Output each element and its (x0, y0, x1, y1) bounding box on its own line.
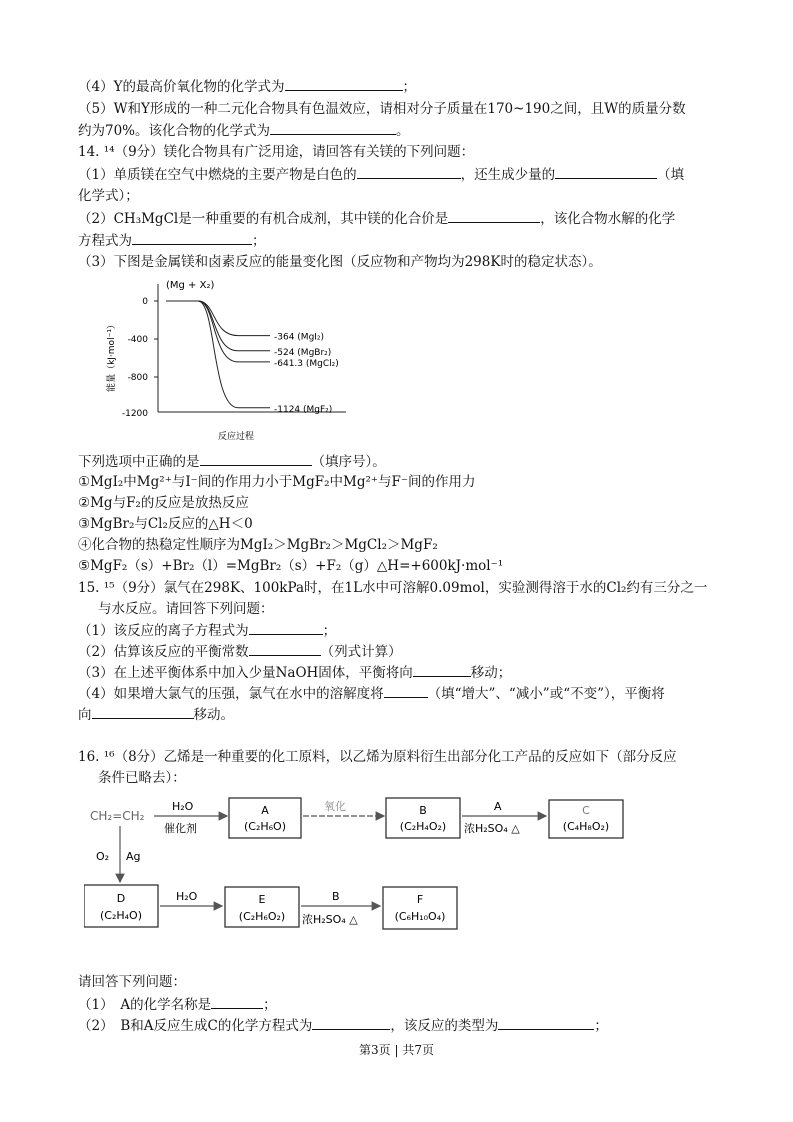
q14-2-line-1: （2）CH₃MgCl是一种重要的有机合成剂，其中镁的化合价是 ，该化合物水解的化学 (78, 208, 675, 229)
F-formula: (C₆H₁₀O₄) (394, 910, 446, 923)
q14-select-line: 下列选项中正确的是 （填序号）。 (78, 451, 386, 472)
r3-conditions: 浓H₂SO₄ △ (464, 822, 520, 835)
r4-reagent: O₂ (96, 850, 110, 863)
q15-3-line: （3）在上述平衡体系中加入少量NaOH固体，平衡将向 移动； (78, 662, 511, 683)
r4-catalyst: Ag (126, 850, 141, 863)
q16-1-line: （1） A的化学名称是 ； (78, 994, 277, 1015)
C-formula: (C₄H₈O₂) (562, 820, 610, 833)
reaction-flow-diagram (84, 792, 644, 942)
q4-text: （4）Y的最高价氧化物的化学式为 (78, 79, 285, 95)
option-2: ②Mg与F₂的反应是放热反应 (78, 495, 249, 511)
y-tick-400: -400 (127, 335, 148, 345)
chart-title: (Mg + X₂) (166, 280, 215, 291)
q4-line: （4）Y的最高价氧化物的化学式为 ； (78, 76, 416, 97)
q15-1-blank[interactable] (249, 620, 323, 635)
x-axis-label: 反应过程 (218, 432, 255, 442)
q14-2-blank-a[interactable] (448, 208, 540, 223)
q14-select-blank[interactable] (200, 451, 312, 466)
q16-2-line: （2） B和A反应生成C的化学方程式为 ，该反应的类型为 ； (78, 1015, 608, 1036)
D-name: D (116, 892, 126, 905)
energy-curves (166, 301, 339, 415)
q16-heading: 16. ¹⁶（8分）乙烯是一种重要的化工原料，以乙烯为原料衍生出部分化工产品的反应如下（部分反应 (78, 749, 677, 765)
q14-2-line-2: 方程式为 ； (78, 230, 266, 251)
A-formula: (C₂H₆O) (243, 820, 287, 833)
q15-1-line: （1）该反应的离子方程式为 ； (78, 620, 336, 641)
energy-curve-label-2: -641.3 (MgCl₂) (274, 358, 339, 369)
q15-3-blank[interactable] (413, 662, 471, 677)
q15-4-line-1: （4）如果增大氯气的压强，氯气在水中的溶解度将 （填“增大”、“减小”或“不变”），平衡将 (78, 683, 665, 704)
q15-heading-2: 与水反应。请回答下列问题： (98, 601, 274, 617)
C-name: C (582, 804, 590, 817)
y-tick-800: -800 (127, 373, 148, 383)
q4-answer-blank[interactable] (285, 76, 403, 91)
q16-heading-2: 条件已略去）： (98, 770, 186, 786)
q14-1-line-2: 化学式）； (78, 188, 139, 204)
y-tick-0: 0 (142, 297, 148, 307)
r6-conditions: 浓H₂SO₄ △ (302, 913, 358, 926)
q15-4-line-2: 向 移动。 (78, 704, 234, 725)
option-3: ③MgBr₂与Cl₂反应的△H＜0 (78, 516, 253, 532)
energy-curve-2 (166, 301, 270, 362)
q15-2-blank[interactable] (249, 641, 321, 656)
r3-reagent: A (494, 800, 502, 813)
q15-2-line: （2）估算该反应的平衡常数 （列式计算） (78, 641, 402, 662)
energy-curve-label-3: -1124 (MgF₂) (274, 404, 333, 415)
energy-curve-label-1: -524 (MgBr₂) (274, 347, 332, 358)
r6-reagent: B (332, 890, 340, 903)
r1-catalyst: 催化剂 (164, 822, 197, 835)
energy-curve-3 (166, 301, 270, 408)
page-footer: 第3页 | 共7页 (359, 1043, 434, 1057)
q15-4-blank-b[interactable] (92, 704, 194, 719)
q5-line-2: 约为70%。该化合物的化学式为 。 (78, 120, 410, 141)
B-name: B (419, 804, 427, 817)
q15-4-blank-a[interactable] (384, 683, 428, 698)
F-name: F (416, 893, 424, 906)
A-name: A (261, 804, 269, 817)
y-axis-label: 能量（kJ·mol⁻¹） (107, 320, 117, 392)
q14-1-blank-b[interactable] (555, 164, 657, 179)
option-5: ⑤MgF₂（s）+Br₂（l）=MgBr₂（s）+F₂（g）△H=+600kJ·mol⁻¹ (78, 558, 504, 574)
q16-2-blank-a[interactable] (312, 1015, 390, 1030)
q14-1-line-1: （1）单质镁在空气中燃烧的主要产物是白色的 ，还生成少量的 （填 (78, 164, 684, 185)
option-1: ①MgI₂中Mg²⁺与I⁻间的作用力小于MgF₂中Mg²⁺与F⁻间的作用力 (78, 474, 476, 490)
D-formula: (C₂H₄O) (99, 909, 143, 922)
r1-reagent: H₂O (172, 800, 194, 813)
r2-reagent: 氧化 (324, 800, 346, 813)
energy-curve-0 (166, 301, 270, 336)
option-4: ④化合物的热稳定性顺序为MgI₂＞MgBr₂＞MgCl₂＞MgF₂ (78, 537, 438, 553)
q14-1-blank-a[interactable] (357, 164, 461, 179)
E-name: E (258, 893, 266, 906)
q15-heading: 15. ¹⁵（9分）氯气在298K、100kPa时，在1L水中可溶解0.09mol，实验测得溶于水的Cl₂约有三分之一 (78, 580, 708, 596)
q16-ask: 请回答下列问题： (78, 974, 186, 990)
q5-answer-blank[interactable] (270, 120, 396, 135)
energy-curve-1 (166, 301, 270, 351)
energy-diagram (98, 274, 388, 446)
q14-heading: 14. ¹⁴（9分）镁化合物具有广泛用途，请回答有关镁的下列问题： (78, 144, 475, 160)
q14-2-blank-b[interactable] (132, 230, 252, 245)
q16-2-blank-b[interactable] (498, 1015, 594, 1030)
q14-3-line: （3）下图是金属镁和卤素反应的能量变化图（反应物和产物均为298K时的稳定状态）。 (78, 254, 602, 270)
E-formula: (C₂H₆O₂) (238, 910, 286, 923)
energy-curve-label-0: -364 (MgI₂) (274, 332, 325, 343)
q5-line-1: （5）W和Y形成的一种二元化合物具有色温效应，请相对分子质量在170~190之间，且W的质量分数 (78, 101, 686, 117)
B-formula: (C₂H₄O₂) (399, 820, 447, 833)
y-tick-1200: -1200 (121, 409, 148, 419)
q16-1-blank[interactable] (211, 994, 263, 1009)
r5-reagent: H₂O (176, 890, 198, 903)
ethylene-label: CH₂=CH₂ (90, 809, 145, 823)
